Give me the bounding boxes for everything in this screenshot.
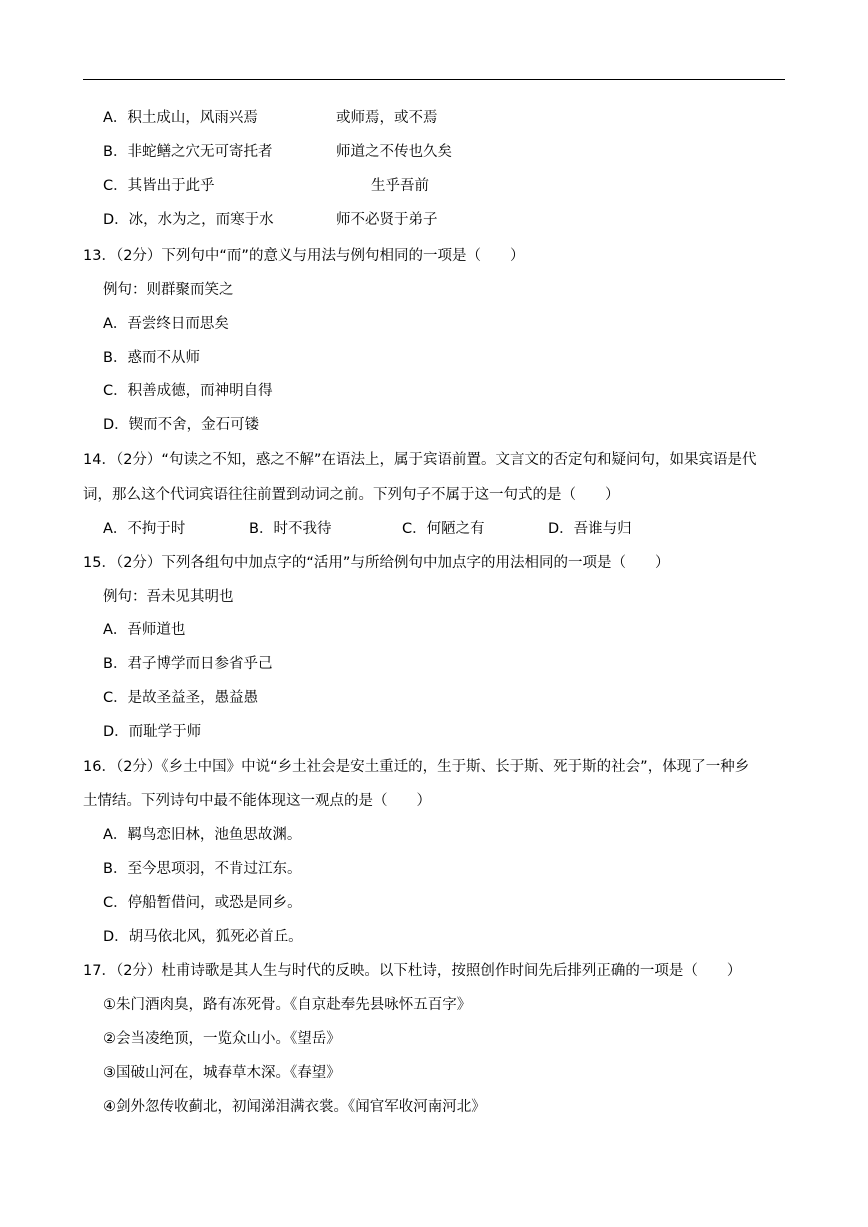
question-15-option-a: A．吾师道也 [103, 622, 186, 638]
question-17-item-1: ①朱门酒肉臭，路有冻死骨。《自京赴奉先县咏怀五百字》 [103, 997, 472, 1013]
question-16-option-b: B．至今思项羽，不肯过江东。 [103, 861, 302, 877]
question-14-option-b: B．时不我待 [249, 521, 332, 537]
header-rule [83, 79, 785, 80]
question-15-option-c: C．是故圣益圣，愚益愚 [103, 690, 259, 706]
option-pair-b [103, 142, 452, 162]
option-pair-left: A．积土成山，风雨兴焉 [103, 110, 258, 126]
question-16-option-c: C．停船暂借问，或恐是同乡。 [103, 895, 302, 911]
question-15-stem: 15．（2分）下列各组句中加点字的“活用”与所给例句中加点字的用法相同的一项是（ ） [83, 555, 670, 571]
option-pair-c [103, 176, 429, 196]
question-15-option-b: B．君子博学而日参省乎己 [103, 656, 273, 672]
question-17-item-3: ③国破山河在，城春草木深。《春望》 [103, 1065, 341, 1081]
question-16-option-a: A．羁鸟恋旧林，池鱼思故渊。 [103, 827, 302, 843]
question-14-options [103, 519, 632, 539]
question-16-stem-line1: 16．（2分）《乡土中国》中说“乡土社会是安土重迁的，生于斯、长于斯、死于斯的社会”，体现了一种乡 [83, 759, 750, 775]
option-pair-right: 或师焉，或不焉 [336, 110, 438, 126]
question-13-stem: 13．（2分）下列句中“而”的意义与用法与例句相同的一项是（ ） [83, 248, 525, 264]
question-15-option-d: D．而耻学于师 [103, 724, 202, 740]
question-14-stem-line1: 14．（2分）“句读之不知，惑之不解”在语法上，属于宾语前置。文言文的否定句和疑问句，如果宾语是代 [83, 452, 757, 468]
option-pair-a [103, 108, 438, 128]
option-pair-left: C．其皆出于此乎 [103, 178, 215, 194]
question-15-example: 例句：吾未见其明也 [103, 589, 234, 605]
question-16-stem-line2: 土情结。下列诗句中最不能体现这一观点的是（ ） [83, 793, 431, 809]
option-pair-left: B．非蛇鳝之穴无可寄托者 [103, 144, 273, 160]
question-14-option-d: D．吾谁与归 [548, 521, 632, 537]
question-13-option-b: B．惑而不从师 [103, 350, 200, 366]
question-13-option-d: D．锲而不舍，金石可镂 [103, 417, 260, 433]
question-14-option-a: A．不拘于时 [103, 521, 186, 537]
option-pair-right: 生乎吾前 [371, 178, 429, 194]
question-17-item-2: ②会当凌绝顶，一览众山小。《望岳》 [103, 1031, 341, 1047]
question-14-stem-line2: 词，那么这个代词宾语往往前置到动词之前。下列句子不属于这一句式的是（ ） [83, 487, 620, 503]
option-pair-right: 师不必贤于弟子 [336, 212, 438, 228]
question-17-stem: 17．（2分）杜甫诗歌是其人生与时代的反映。以下杜诗，按照创作时间先后排列正确的一项是（ ） [83, 963, 742, 979]
question-13-option-c: C．积善成德，而神明自得 [103, 383, 273, 399]
option-pair-d [103, 210, 438, 230]
question-16-option-d: D．胡马依北风，狐死必首丘。 [103, 929, 303, 945]
question-13-option-a: A．吾尝终日而思矣 [103, 316, 229, 332]
question-14-option-c: C．何陋之有 [402, 521, 485, 537]
option-pair-right: 师道之不传也久矣 [336, 144, 452, 160]
question-17-item-4: ④剑外忽传收蓟北，初闻涕泪满衣裳。《闻官军收河南河北》 [103, 1099, 486, 1115]
option-pair-left: D．冰，水为之，而寒于水 [103, 212, 274, 228]
question-13-example: 例句：则群聚而笑之 [103, 282, 234, 298]
